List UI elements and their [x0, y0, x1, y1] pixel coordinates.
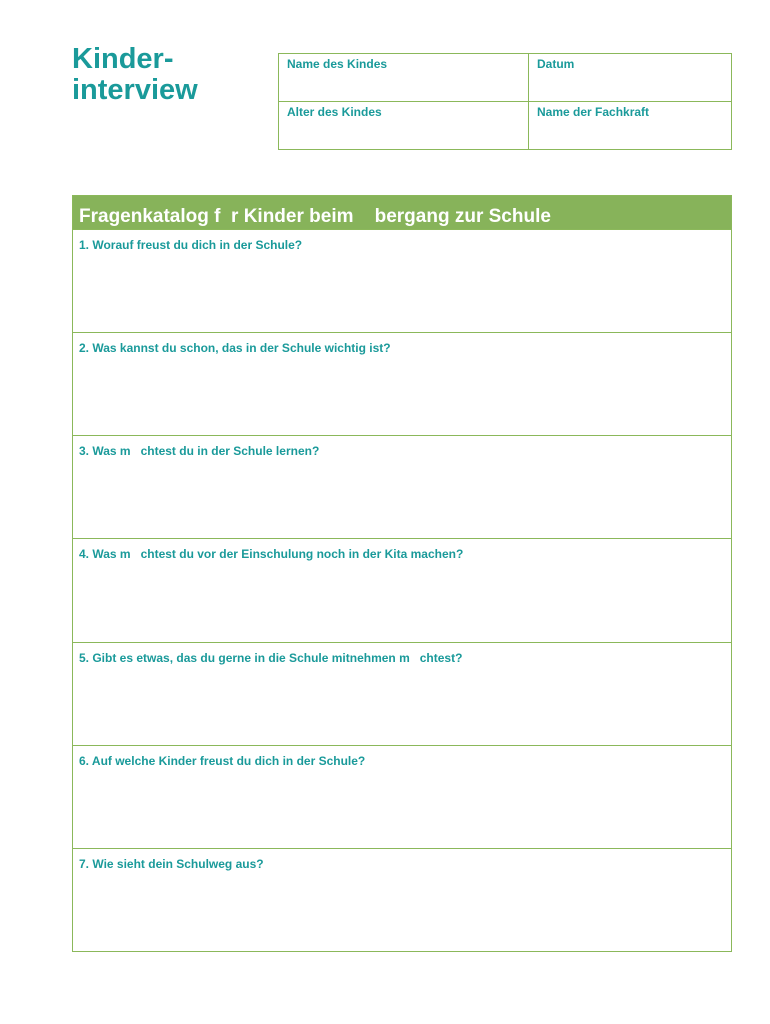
page-title	[72, 44, 198, 106]
question-6-answer-box[interactable]	[73, 745, 731, 848]
child-name-field[interactable]	[279, 54, 529, 102]
question-1-label: 1. Worauf freust du dich in der Schule?	[79, 238, 303, 252]
question-6-label: 6. Auf welche Kinder freust du dich in der Schule?	[79, 753, 366, 768]
question-2-answer-box[interactable]	[73, 332, 731, 435]
question-4-label: 4. Was m chtest du vor der Einschulung noch in der Kita machen?	[79, 547, 464, 562]
info-grid	[278, 53, 732, 150]
question-5-answer-box[interactable]	[73, 642, 731, 745]
question-4-answer-box[interactable]	[73, 538, 731, 641]
question-3-answer-box[interactable]	[73, 435, 731, 538]
title-line-1: Kinder-	[72, 43, 174, 75]
question-7-label: 7. Wie sieht dein Schulweg aus?	[79, 856, 264, 871]
question-7-answer-box[interactable]	[73, 848, 731, 951]
question-5-label: 5. Gibt es etwas, das du gerne in die Schule mitnehmen m chtest?	[79, 650, 463, 665]
teacher-name-field[interactable]	[529, 102, 731, 150]
question-1-answer-box[interactable]	[73, 229, 731, 332]
title-line-2: interview	[72, 74, 198, 106]
child-age-field[interactable]	[279, 102, 529, 150]
question-catalog	[72, 195, 732, 952]
child-age-label: Alter des Kindes	[287, 104, 382, 119]
date-field[interactable]	[529, 54, 731, 102]
question-2-label: 2. Was kannst du schon, das in der Schule wichtig ist?	[79, 341, 391, 356]
catalog-heading: Fragenkatalog f r Kinder beim bergang zur Schule	[73, 196, 731, 229]
teacher-name-label: Name der Fachkraft	[537, 104, 650, 119]
question-3-label: 3. Was m chtest du in der Schule lernen?	[79, 444, 320, 459]
child-name-label: Name des Kindes	[287, 57, 388, 71]
date-label: Datum	[537, 57, 575, 71]
